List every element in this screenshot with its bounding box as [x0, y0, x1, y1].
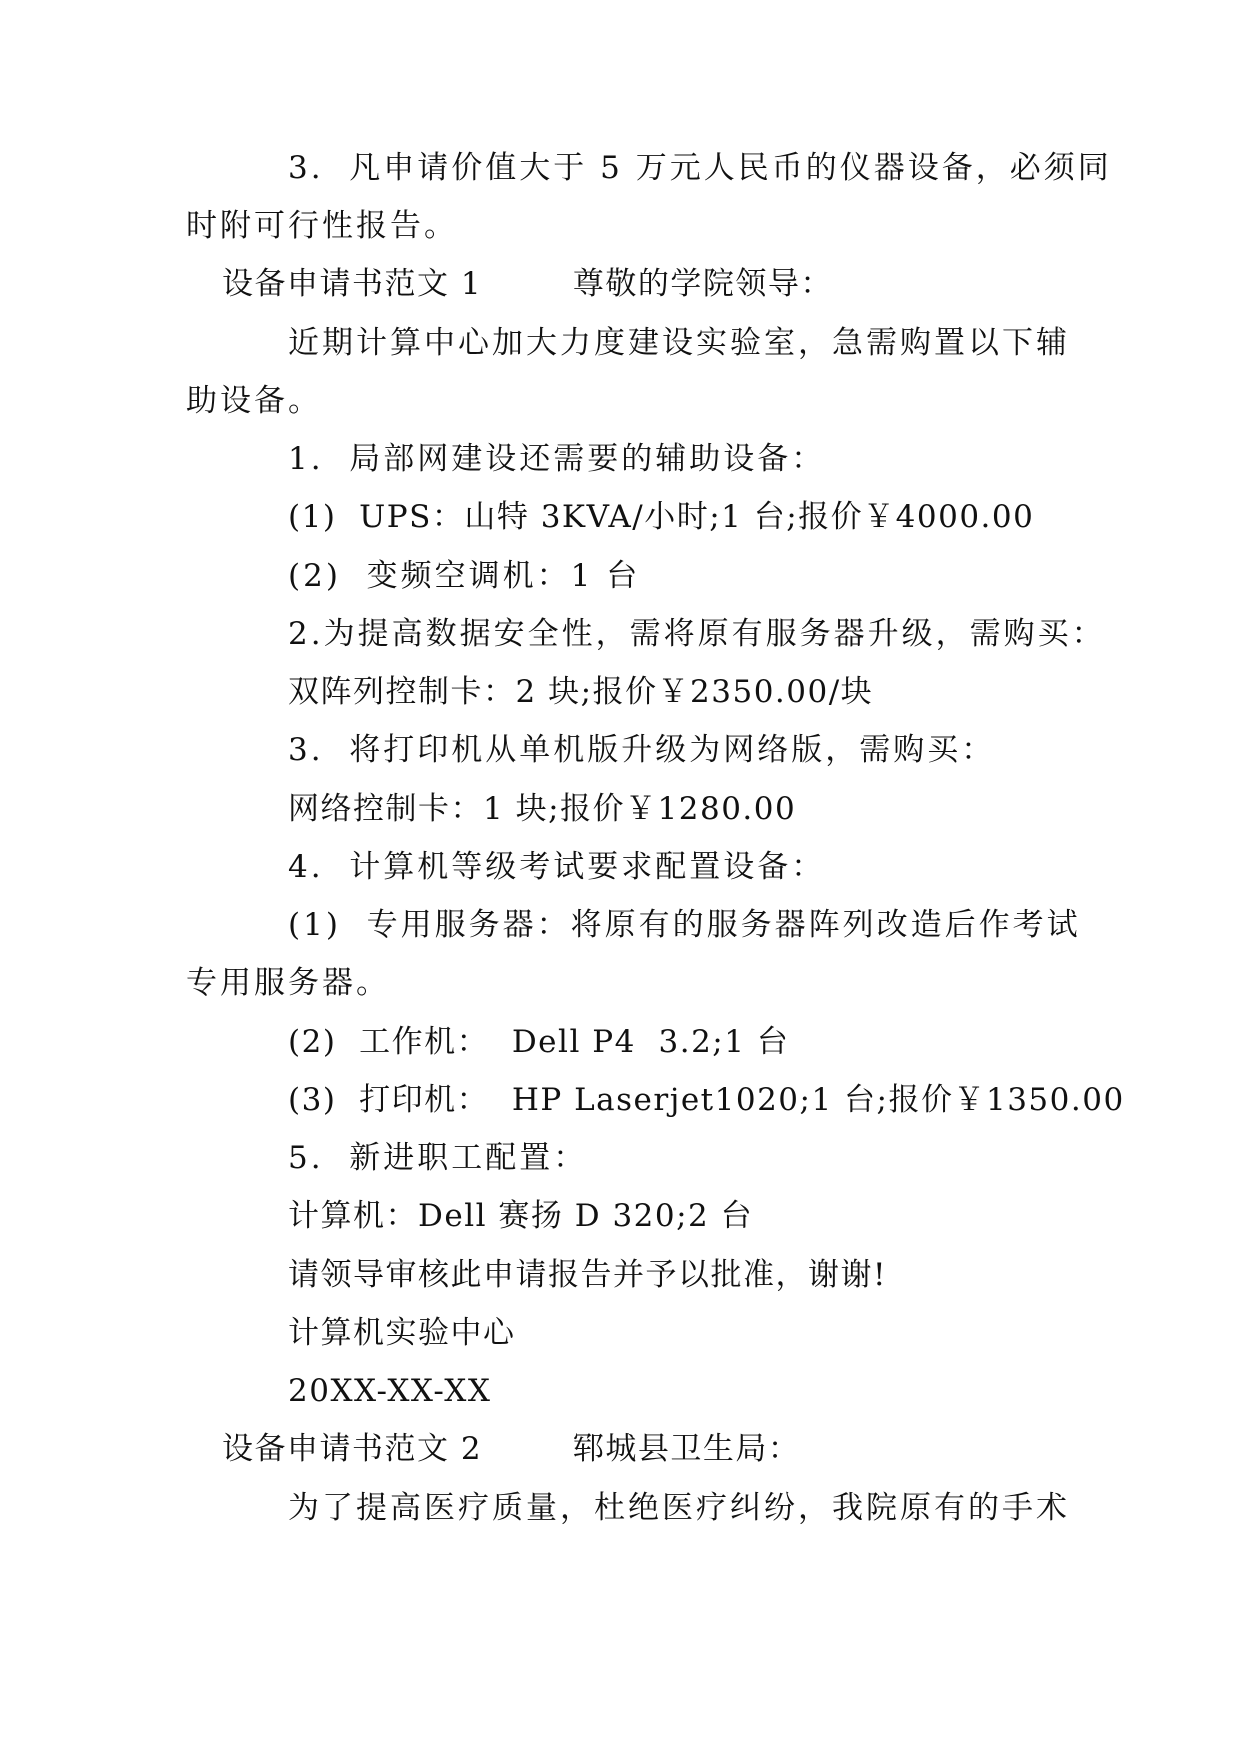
- list-item: 1. 局部网建设还需要的辅助设备：: [288, 441, 826, 477]
- list-item: 5. 新进职工配置：: [288, 1140, 588, 1176]
- list-item: (1) UPS：山特 3KVA/小时;1 台;报价￥4000.00: [288, 499, 1035, 535]
- paragraph-line: 时附可行性报告。: [186, 208, 458, 244]
- list-item: (2) 工作机： Dell P4 3.2;1 台: [288, 1024, 790, 1060]
- list-item: (3) 打印机： HP Laserjet1020;1 台;报价￥1350.00: [288, 1082, 1125, 1118]
- section-heading: 设备申请书范文 1 尊敬的学院领导：: [222, 266, 833, 302]
- paragraph-line: 专用服务器。: [186, 965, 390, 1001]
- list-item: 3. 将打印机从单机版升级为网络版，需购买：: [288, 732, 996, 768]
- date-line: 20XX-XX-XX: [288, 1373, 492, 1409]
- closing-line: 请领导审核此申请报告并予以批准，谢谢!: [288, 1257, 887, 1293]
- list-item: 双阵列控制卡：2 块;报价￥2350.00/块: [288, 674, 874, 710]
- list-item: (2) 变频空调机：1 台: [288, 558, 641, 594]
- signature-line: 计算机实验中心: [288, 1315, 516, 1351]
- paragraph-line: 近期计算中心加大力度建设实验室，急需购置以下辅: [288, 325, 1070, 361]
- section-heading: 设备申请书范文 2 郓城县卫生局：: [222, 1431, 801, 1467]
- list-item: 2.为提高数据安全性，需将原有服务器升级，需购买：: [288, 616, 1106, 652]
- paragraph-line: 为了提高医疗质量，杜绝医疗纠纷，我院原有的手术: [288, 1490, 1070, 1526]
- list-item: 网络控制卡：1 块;报价￥1280.00: [288, 791, 797, 827]
- paragraph-line: 助设备。: [186, 383, 322, 419]
- list-item: (1) 专用服务器：将原有的服务器阵列改造后作考试: [288, 907, 1081, 943]
- list-item: 计算机：Dell 赛扬 D 320;2 台: [288, 1198, 754, 1234]
- paragraph-line: 3. 凡申请价值大于 5 万元人民币的仪器设备，必须同: [288, 150, 1112, 186]
- list-item: 4. 计算机等级考试要求配置设备：: [288, 849, 826, 885]
